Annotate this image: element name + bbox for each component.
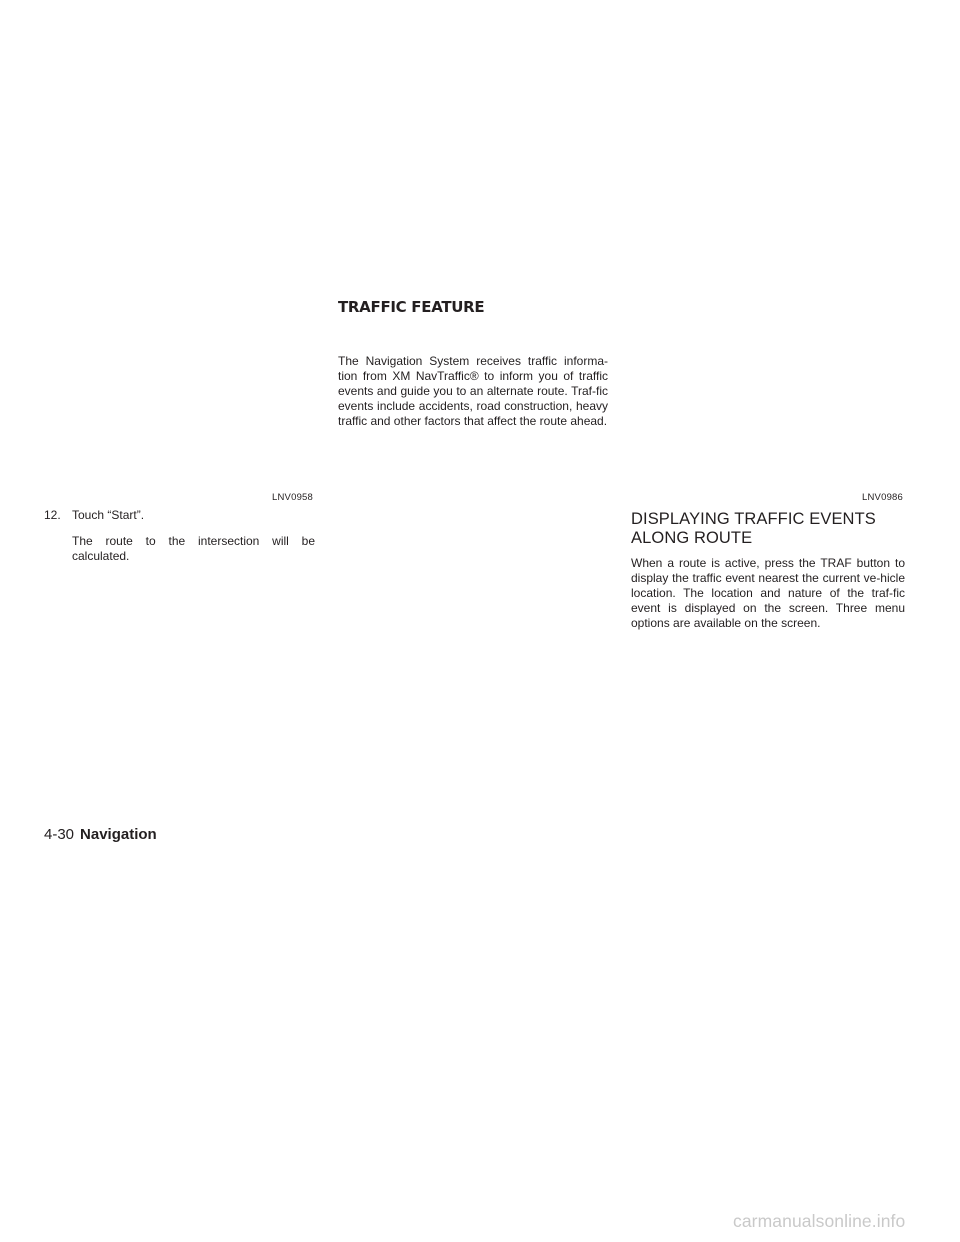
figure-label-right: LNV0986 <box>862 492 904 503</box>
subsection-heading-line1: DISPLAYING TRAFFIC EVENTS <box>631 510 876 528</box>
step-action: Touch “Start”. <box>72 508 145 522</box>
displaying-traffic-paragraph: When a route is active, press the TRAF button to display the traffic event nearest the current ve-hicle location. The location and nature of the traf-fic event is displayed on the screen. Three menu options are available on the screen. <box>631 556 905 630</box>
step-detail: The route to the intersection will be calculated. <box>72 534 315 563</box>
page-number: 4-30 <box>44 826 75 843</box>
step-number: 12. <box>44 508 61 522</box>
watermark-link[interactable]: carmanualsonline.info <box>733 1211 906 1231</box>
traffic-feature-paragraph: The Navigation System receives traffic informa-tion from XM NavTraffic® to inform you of traffic events and guide you to an alternate route. Traf-fic events include accidents, road construction, heavy traffic and other factors that affect the route ahead. <box>338 354 608 428</box>
footer-section-title: Navigation <box>80 826 157 843</box>
page-footer <box>44 826 157 844</box>
section-heading-traffic-feature: TRAFFIC FEATURE <box>338 298 485 316</box>
figure-label-left: LNV0958 <box>272 492 314 503</box>
subsection-heading-line2: ALONG ROUTE <box>631 529 753 547</box>
